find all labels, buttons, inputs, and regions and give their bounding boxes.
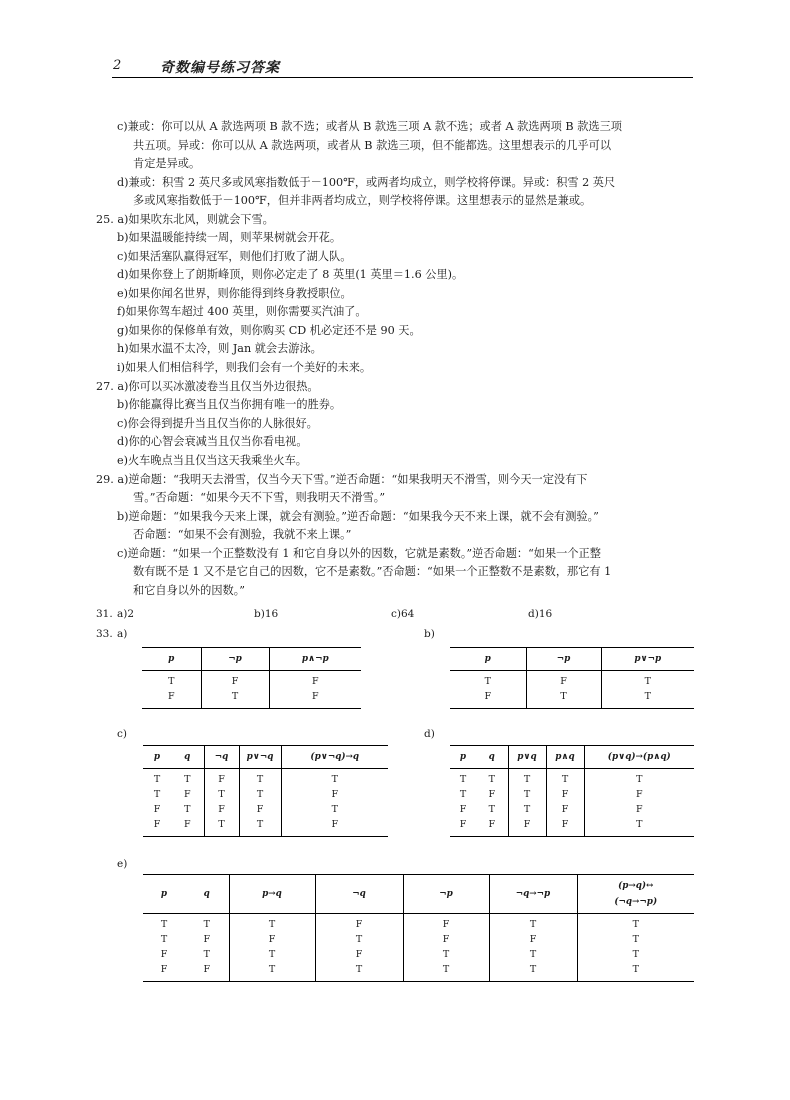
table-cell: T — [171, 769, 204, 788]
table-cell: F — [635, 789, 643, 800]
ex23-c-line2: 共五项。异或：你可以从 A 款选两项，或者从 B 款选三项，但不能都选。这里想表示的几乎可以 — [133, 139, 612, 152]
table-cell: T — [632, 919, 639, 930]
ex33-label-c: c) — [117, 728, 127, 740]
truth-table-d — [450, 745, 694, 837]
table-cell: T — [489, 914, 577, 933]
table-cell: F — [508, 817, 546, 837]
table-row — [143, 817, 388, 837]
table-d-header-implication: (p∨q)→(p∧q) — [584, 746, 694, 769]
table-row — [143, 802, 388, 817]
table-cell: T — [160, 919, 168, 930]
ex25-b: b)如果温暖能持续一周，则苹果树就会开花。 — [117, 231, 342, 244]
table-cell: T — [450, 671, 526, 690]
table-cell: F — [204, 769, 239, 788]
table-cell: F — [171, 817, 204, 837]
table-cell: T — [185, 914, 229, 933]
ex31-d: d)16 — [528, 608, 553, 620]
table-cell: T — [644, 676, 651, 687]
ex31-number: 31. — [96, 608, 113, 620]
table-cell: T — [315, 932, 403, 947]
table-e-header-q: q — [185, 875, 229, 914]
table-cell: T — [508, 802, 546, 817]
table-b-header-p: p — [450, 648, 526, 671]
table-cell: T — [476, 769, 508, 788]
table-e-header-contrapositive: ¬q→¬p — [489, 875, 577, 914]
table-cell: T — [632, 949, 639, 960]
page-number: 2 — [113, 58, 122, 73]
ex29-b-line2: 否命题：“如果不会有测验，我就不来上课。” — [133, 528, 352, 541]
table-cell: T — [153, 789, 161, 800]
ex31-b: b)16 — [254, 608, 279, 620]
ex27-a: 27. a)你可以买冰激凌卷当且仅当外边很热。 — [96, 380, 319, 393]
table-cell: T — [403, 947, 489, 962]
table-row — [143, 787, 388, 802]
ex29-a-line2: 雪。”否命题：“如果今天不下雪，则我明天不滑雪。” — [133, 491, 386, 504]
ex33-label-e: e) — [117, 858, 128, 870]
table-cell: T — [229, 962, 315, 982]
ex29-b-line1: b)逆命题：“如果我今天来上课，就会有测验。”逆否命题：“如果我今天不来上课，就不会有测验。” — [117, 510, 599, 523]
table-cell: T — [476, 802, 508, 817]
table-a-header-not-p: ¬p — [201, 648, 269, 671]
table-cell: T — [204, 817, 239, 837]
table-cell: F — [331, 789, 339, 800]
truth-table-c — [143, 745, 388, 837]
ex27-e: e)火车晚点当且仅当这天我乘坐火车。 — [117, 454, 307, 467]
table-cell: F — [185, 962, 229, 982]
table-row — [143, 947, 694, 962]
table-cell: T — [185, 947, 229, 962]
table-cell: T — [229, 914, 315, 933]
table-cell: T — [601, 689, 694, 709]
table-d-header-p: p — [450, 746, 476, 769]
ex25-g: g)如果你的保修单有效，则你购买 CD 机必定还不是 90 天。 — [117, 324, 421, 337]
table-cell: T — [239, 787, 281, 802]
table-cell: F — [311, 676, 319, 687]
table-a-header-p: p — [142, 648, 201, 671]
table-cell: F — [450, 817, 476, 837]
table-cell: F — [546, 802, 584, 817]
table-cell: T — [171, 802, 204, 817]
table-cell: T — [142, 671, 201, 690]
table-cell: T — [229, 947, 315, 962]
ex27-c: c)你会得到提升当且仅当你的人脉很好。 — [117, 417, 318, 430]
table-e-header-biconditional-line2: (¬q→¬p) — [614, 897, 658, 907]
ex27-d: d)你的心智会衰减当且仅当你看电视。 — [117, 435, 308, 448]
ex29-c-line1: c)逆命题：“如果一个正整数没有 1 和它自身以外的因数，它就是素数。”逆否命题：“如果一个正整 — [117, 547, 601, 560]
table-cell: T — [526, 689, 601, 709]
table-cell: T — [331, 774, 338, 785]
ex25-f: f)如果你驾车超过 400 英里，则你需要买汽油了。 — [117, 305, 367, 318]
table-cell: F — [239, 802, 281, 817]
table-cell: T — [489, 947, 577, 962]
table-c-header-q: q — [171, 746, 204, 769]
table-cell: F — [459, 804, 467, 815]
table-c-header-p: p — [143, 746, 171, 769]
table-e-header-biconditional-line1: (p→q)↔ — [618, 881, 654, 891]
table-d-header-p-or-q: p∨q — [508, 746, 546, 769]
table-cell: T — [489, 962, 577, 982]
table-cell: T — [577, 962, 694, 982]
table-cell: F — [143, 817, 171, 837]
table-cell: T — [508, 769, 546, 788]
table-e-header-biconditional — [577, 875, 694, 914]
ex23-d-line1: d)兼或：积雪 2 英尺多或风寒指数低于－100℉，或两者均成立，则学校将停课。异或：积雪 2 英尺 — [117, 176, 616, 189]
table-cell: F — [489, 932, 577, 947]
table-cell: F — [476, 787, 508, 802]
header-rule — [112, 77, 693, 78]
table-cell: F — [315, 947, 403, 962]
table-row — [450, 787, 694, 802]
table-cell: F — [635, 804, 643, 815]
table-cell: T — [239, 769, 281, 788]
table-cell: F — [201, 671, 269, 690]
ex25-d: d)如果你登上了朗斯峰顶，则你必定走了 8 英里(1 英里＝1.6 公里)。 — [117, 268, 464, 281]
truth-table-a — [142, 647, 361, 709]
ex23-c-line3: 肯定是异或。 — [133, 157, 201, 170]
table-row — [142, 689, 361, 709]
table-cell: F — [476, 817, 508, 837]
truth-table-e — [143, 874, 694, 982]
table-e-header-not-q: ¬q — [315, 875, 403, 914]
table-cell: F — [160, 949, 168, 960]
table-e-header-p: p — [143, 875, 185, 914]
table-cell: T — [153, 774, 161, 785]
table-cell: T — [459, 774, 467, 785]
table-cell: F — [171, 787, 204, 802]
table-cell: T — [403, 962, 489, 982]
table-d-header-q: q — [476, 746, 508, 769]
table-cell: F — [229, 932, 315, 947]
table-row — [450, 769, 694, 788]
ex29-c-line2: 数有既不是 1 又不是它自己的因数，它不是素数。”否命题：“如果一个正整数不是素数，那它有 1 — [133, 565, 612, 578]
table-c-header-not-q: ¬q — [204, 746, 239, 769]
running-header-title: 奇数编号练习答案 — [160, 60, 280, 76]
ex31-c: c)64 — [391, 608, 415, 620]
table-e-header-p-implies-q: p→q — [229, 875, 315, 914]
table-d-header-p-and-q: p∧q — [546, 746, 584, 769]
table-cell: T — [204, 787, 239, 802]
table-b-header-not-p: ¬p — [526, 648, 601, 671]
ex25-h: h)如果水温不太冷，则 Jan 就会去游泳。 — [117, 342, 322, 355]
ex31-a: a)2 — [117, 608, 135, 620]
table-row — [450, 802, 694, 817]
table-cell: T — [636, 774, 643, 785]
ex27-b: b)你能赢得比赛当且仅当你拥有唯一的胜券。 — [117, 398, 342, 411]
table-row — [143, 914, 694, 933]
table-cell: F — [204, 802, 239, 817]
table-cell: F — [269, 689, 361, 709]
table-row — [450, 817, 694, 837]
table-row — [143, 769, 388, 788]
table-cell: F — [315, 914, 403, 933]
ex33-label-d: d) — [424, 728, 435, 740]
ex25-a: 25. a)如果吹东北风，则就会下雪。 — [96, 213, 274, 226]
ex33-label-a: a) — [117, 628, 128, 640]
table-cell: F — [526, 671, 601, 690]
table-cell: T — [239, 817, 281, 837]
table-cell: T — [632, 934, 639, 945]
table-cell: T — [508, 787, 546, 802]
table-b-header-p-or-not-p: p∨¬p — [601, 648, 694, 671]
ex29-c-line3: 和它自身以外的因数。” — [133, 584, 245, 597]
table-cell: T — [546, 769, 584, 788]
ex25-e: e)如果你闻名世界，则你能得到终身教授职位。 — [117, 287, 352, 300]
table-cell: F — [403, 932, 489, 947]
table-row — [143, 962, 694, 982]
ex23-d-line2: 多或风寒指数低于－100℉，但并非两者均成立，则学校将停课。这里想表示的显然是兼或。 — [133, 194, 592, 207]
table-cell: F — [153, 804, 161, 815]
ex25-c: c)如果活塞队赢得冠军，则他们打败了湖人队。 — [117, 250, 352, 263]
ex33-label-b: b) — [424, 628, 435, 640]
table-cell: F — [185, 932, 229, 947]
table-cell: T — [584, 817, 694, 837]
table-cell: T — [331, 804, 338, 815]
table-cell: F — [281, 817, 388, 837]
truth-table-b — [450, 647, 694, 709]
table-cell: T — [160, 934, 168, 945]
table-cell: F — [143, 962, 185, 982]
table-cell: F — [546, 787, 584, 802]
table-row — [450, 689, 694, 709]
table-row — [142, 671, 361, 690]
table-row — [450, 671, 694, 690]
table-cell: F — [403, 914, 489, 933]
table-cell: T — [459, 789, 467, 800]
ex23-c-line1: c)兼或：你可以从 A 款选两项 B 款不选；或者从 B 款选三项 A 款不选；或者 A 款选两项 B 款选三项 — [117, 120, 622, 133]
table-cell: F — [142, 689, 201, 709]
table-cell: T — [201, 689, 269, 709]
table-cell: F — [546, 817, 584, 837]
table-a-header-p-and-not-p: p∧¬p — [269, 648, 361, 671]
table-c-header-p-or-not-q: p∨¬q — [239, 746, 281, 769]
table-c-header-implication: (p∨¬q)→q — [281, 746, 388, 769]
table-cell: T — [315, 962, 403, 982]
table-e-header-not-p: ¬p — [403, 875, 489, 914]
ex33-number: 33. — [96, 628, 113, 640]
ex29-a-line1: 29. a)逆命题：“我明天去滑雪，仅当今天下雪。”逆否命题：“如果我明天不滑雪，则今天一定没有下 — [96, 473, 588, 486]
table-cell: F — [450, 689, 526, 709]
ex25-i: i)如果人们相信科学，则我们会有一个美好的未来。 — [117, 361, 372, 374]
table-row — [143, 932, 694, 947]
